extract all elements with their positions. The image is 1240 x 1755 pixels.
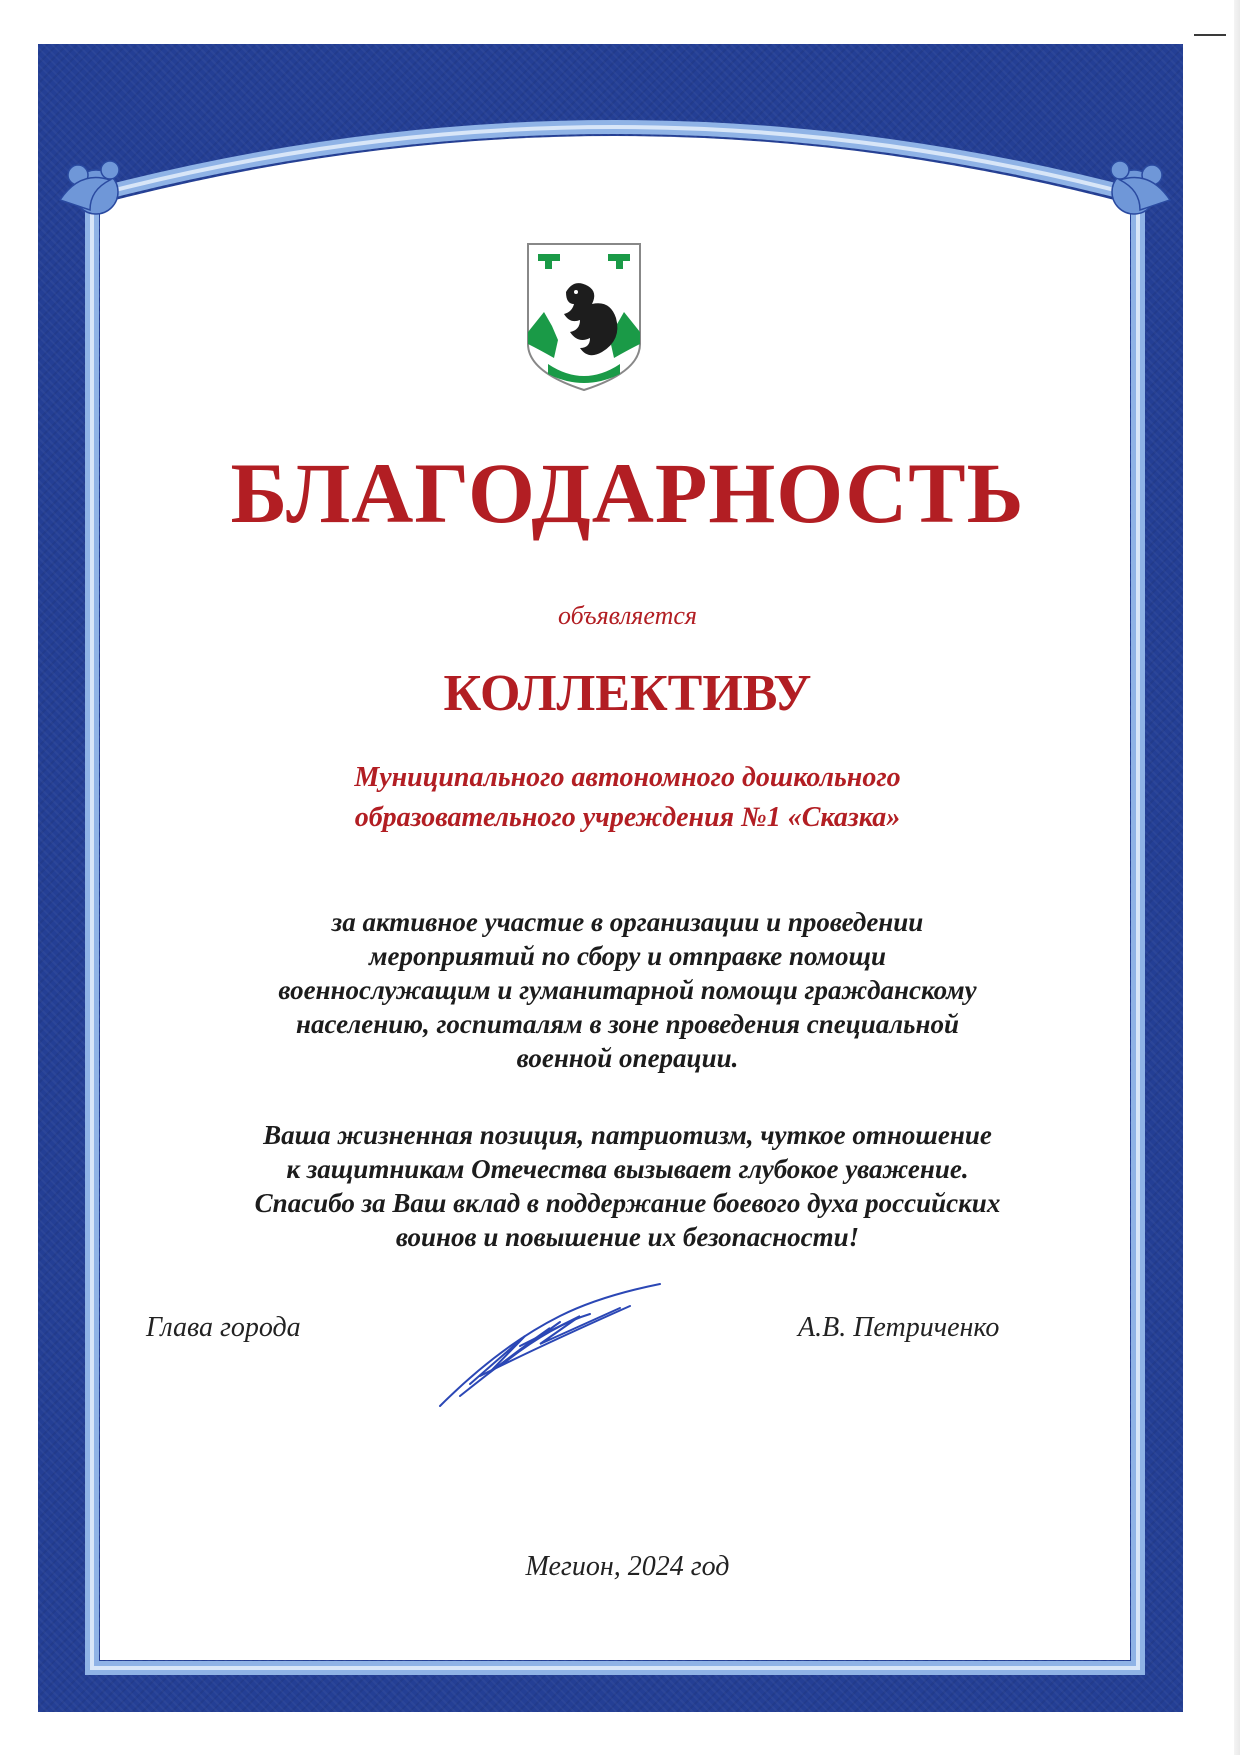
reason-paragraph <box>130 905 1125 1075</box>
recipient-heading: КОЛЛЕКТИВУ <box>443 665 812 722</box>
reason-line: военнослужащим и гуманитарной помощи гражданскому <box>278 975 977 1005</box>
signature-mark <box>430 1276 680 1416</box>
coat-of-arms-icon <box>524 240 644 394</box>
signatory-role: Глава города <box>146 1312 301 1343</box>
appeal-line: Ваша жизненная позиция, патриотизм, чуткое отношение <box>263 1120 992 1150</box>
document-title: БЛАГОДАРНОСТЬ <box>230 445 1025 541</box>
reason-line: населению, госпиталям в зоне проведения специальной <box>295 1009 960 1039</box>
organization-name <box>130 758 1125 838</box>
reason-line: военной операции. <box>516 1043 739 1073</box>
appeal-line: Спасибо за Ваш вклад в поддержание боевого духа российских <box>254 1188 1001 1218</box>
reason-line: за активное участие в организации и проведении <box>331 907 924 937</box>
reason-line: мероприятий по сбору и отправке помощи <box>368 941 887 971</box>
appeal-line: к защитникам Отечества вызывает глубокое уважение. <box>286 1154 969 1184</box>
organization-line: Муниципального автономного дошкольного <box>354 762 901 793</box>
signatory-name: А.В. Петриченко <box>798 1312 1000 1343</box>
appeal-paragraph <box>130 1118 1125 1254</box>
appeal-line: воинов и повышение их безопасности! <box>395 1222 860 1252</box>
announce-text: объявляется <box>558 601 697 630</box>
organization-line: образовательного учреждения №1 «Сказка» <box>354 802 901 833</box>
place-and-year: Мегион, 2024 год <box>525 1551 730 1582</box>
